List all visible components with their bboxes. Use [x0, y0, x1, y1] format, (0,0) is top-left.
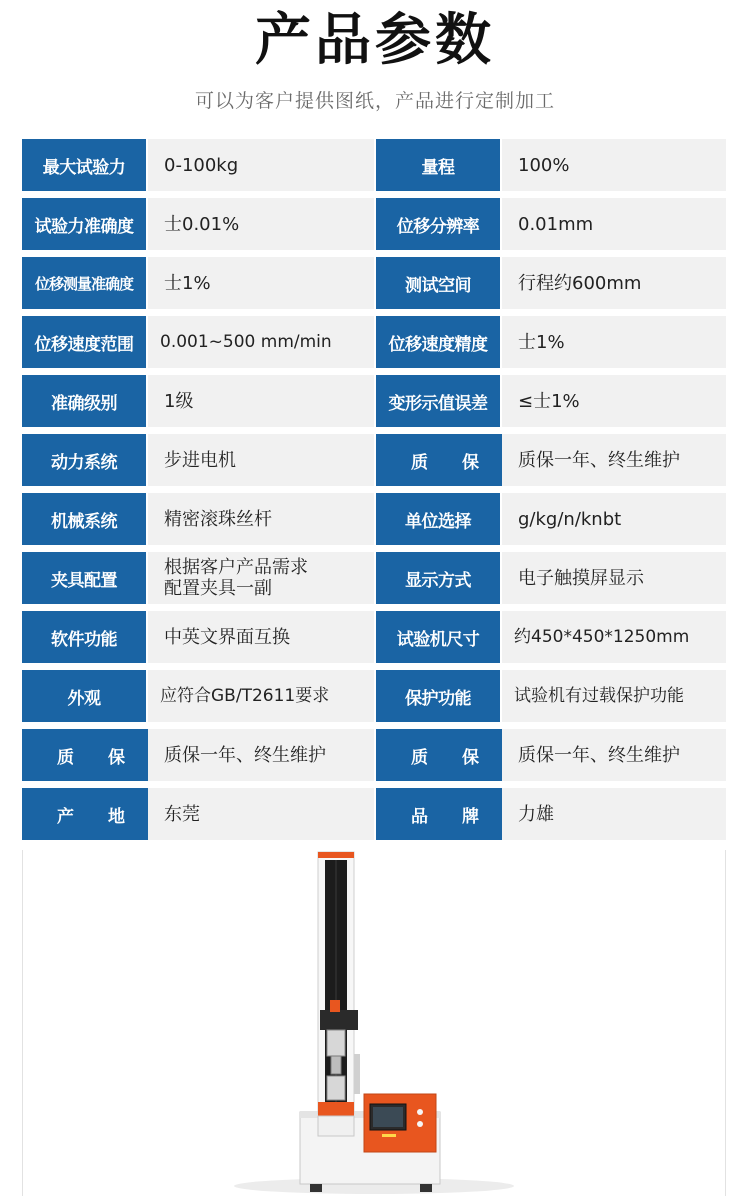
spec-value: 士1% [148, 257, 374, 309]
spec-row [22, 316, 726, 368]
spec-row [22, 198, 726, 250]
spec-value: 1级 [148, 375, 374, 427]
spec-value: 质保一年、终生维护 [502, 729, 726, 781]
spec-value: 0.01mm [502, 198, 726, 250]
spec-label: 质 保 [22, 729, 160, 781]
page-title: 产品参数 [255, 8, 495, 73]
spec-value: 中英文界面互换 [148, 611, 374, 663]
spec-label: 准确级别 [22, 375, 146, 427]
spec-row [22, 788, 726, 840]
spec-row [22, 729, 726, 781]
spec-value: 士0.01% [148, 198, 374, 250]
spec-value: 质保一年、终生维护 [502, 434, 726, 486]
spec-label: 动力系统 [22, 434, 146, 486]
spec-value: 步进电机 [148, 434, 374, 486]
spec-row [22, 434, 726, 486]
spec-value: 100% [502, 139, 726, 191]
spec-row [22, 611, 726, 663]
spec-value: 力雄 [502, 788, 726, 840]
spec-label: 品 牌 [376, 788, 514, 840]
spec-label: 量程 [376, 139, 500, 191]
spec-value: 东莞 [148, 788, 374, 840]
spec-value: 0.001~500 mm/min [148, 316, 374, 368]
spec-row [22, 552, 726, 604]
spec-value: g/kg/n/knbt [502, 493, 726, 545]
spec-table [22, 139, 726, 847]
spec-label: 外观 [22, 670, 146, 722]
spec-label: 软件功能 [22, 611, 146, 663]
spec-row [22, 375, 726, 427]
spec-label: 变形示值误差 [376, 375, 500, 427]
spec-value: 根据客户产品需求 配置夹具一副 [148, 552, 374, 604]
spec-row [22, 257, 726, 309]
spec-label: 产 地 [22, 788, 160, 840]
spec-row [22, 139, 726, 191]
spec-row [22, 493, 726, 545]
spec-value: 试验机有过载保护功能 [502, 670, 726, 722]
spec-value: 0-100kg [148, 139, 374, 191]
spec-label: 显示方式 [376, 552, 500, 604]
spec-label: 位移分辨率 [376, 198, 500, 250]
spec-label: 试验力准确度 [22, 198, 146, 250]
spec-label: 位移速度范围 [22, 316, 146, 368]
spec-label: 位移测量准确度 [22, 257, 146, 309]
spec-label: 保护功能 [376, 670, 500, 722]
spec-label: 试验机尺寸 [376, 611, 500, 663]
page-subtitle: 可以为客户提供图纸，产品进行定制加工 [194, 90, 555, 112]
spec-value: 士1% [502, 316, 726, 368]
testing-machine-image [22, 850, 726, 1196]
spec-value: 精密滚珠丝杆 [148, 493, 374, 545]
spec-label: 测试空间 [376, 257, 500, 309]
spec-value: 行程约600mm [502, 257, 726, 309]
spec-label: 质 保 [376, 729, 514, 781]
spec-label: 夹具配置 [22, 552, 146, 604]
spec-label: 单位选择 [376, 493, 500, 545]
spec-row [22, 670, 726, 722]
product-photo [22, 850, 726, 1196]
spec-value: 电子触摸屏显示 [502, 552, 726, 604]
spec-label: 最大试验力 [22, 139, 146, 191]
spec-value: ≤士1% [502, 375, 726, 427]
spec-label: 机械系统 [22, 493, 146, 545]
spec-value: 约450*450*1250mm [502, 611, 726, 663]
spec-label: 位移速度精度 [376, 316, 500, 368]
spec-value: 质保一年、终生维护 [148, 729, 374, 781]
spec-value: 应符合GB/T2611要求 [148, 670, 374, 722]
spec-label: 质 保 [376, 434, 514, 486]
